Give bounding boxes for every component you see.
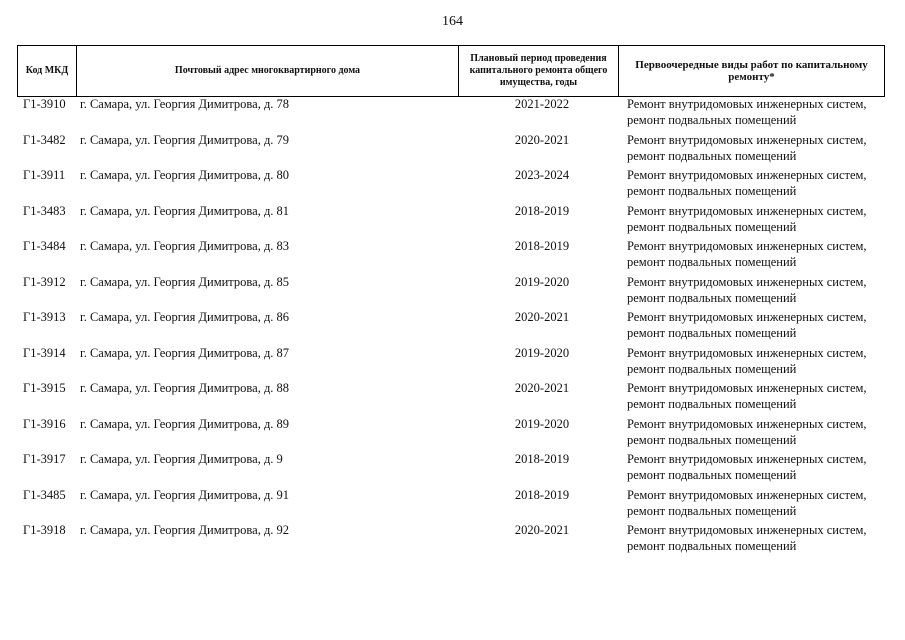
- repair-works: Ремонт внутридомовых инженерных систем, ремонт подвальных помещений: [627, 487, 867, 518]
- mkd-code: Г1-3918: [23, 523, 66, 537]
- mkd-code: Г1-3910: [23, 97, 66, 111]
- repair-period: 2019-2020: [514, 274, 570, 289]
- mkd-code: Г1-3916: [23, 416, 66, 431]
- mkd-code: Г1-3913: [23, 310, 66, 324]
- header-works: Первоочередные виды работ по капитальному ремонту*: [619, 46, 885, 96]
- table-row: [17, 309, 885, 345]
- mkd-address: г. Самара, ул. Георгия Димитрова, д. 78: [80, 97, 290, 111]
- table-body: [17, 96, 885, 558]
- repair-period: 2020-2021: [514, 381, 570, 395]
- repair-period: 2018-2019: [514, 452, 570, 466]
- header-period: Плановый период проведения капитального ремонта общего имущества, годы: [459, 46, 619, 96]
- repair-works: Ремонт внутридомовых инженерных систем, ремонт подвальных помещений: [627, 452, 867, 482]
- repair-period: 2020-2021: [514, 310, 570, 324]
- mkd-address: г. Самара, ул. Георгия Димитрова, д. 92: [80, 523, 290, 537]
- table-row: [17, 416, 885, 452]
- repair-works: Ремонт внутридомовых инженерных систем, ремонт подвальных помещений: [627, 416, 867, 447]
- repair-works: Ремонт внутридомовых инженерных систем, ремонт подвальных помещений: [627, 381, 867, 411]
- table-row: [17, 238, 885, 274]
- mkd-code: Г1-3914: [23, 345, 66, 360]
- repair-works: Ремонт внутридомовых инженерных систем, ремонт подвальных помещений: [627, 310, 867, 340]
- table-row: [17, 274, 885, 310]
- mkd-code: Г1-3912: [23, 274, 66, 289]
- mkd-address: г. Самара, ул. Георгия Димитрова, д. 80: [80, 168, 290, 182]
- mkd-code: Г1-3485: [23, 487, 66, 502]
- mkd-code: Г1-3482: [23, 132, 66, 147]
- table-row: [17, 451, 885, 487]
- repair-works: Ремонт внутридомовых инженерных систем, ремонт подвальных помещений: [627, 239, 867, 269]
- repair-period: 2019-2020: [514, 345, 570, 360]
- table-row: [17, 132, 885, 168]
- repair-period: 2023-2024: [514, 168, 570, 182]
- mkd-address: г. Самара, ул. Георгия Димитрова, д. 9: [80, 452, 283, 466]
- repair-works: Ремонт внутридомовых инженерных систем, ремонт подвальных помещений: [627, 168, 867, 198]
- table-row: [17, 487, 885, 523]
- mkd-code: Г1-3483: [23, 203, 66, 218]
- repair-works: Ремонт внутридомовых инженерных систем, ремонт подвальных помещений: [627, 97, 867, 127]
- table-row: [17, 167, 885, 203]
- repair-period: 2020-2021: [514, 523, 570, 537]
- repair-period: 2021-2022: [514, 97, 570, 111]
- repair-works: Ремонт внутридомовых инженерных систем, ремонт подвальных помещений: [627, 523, 867, 553]
- mkd-address: г. Самара, ул. Георгия Димитрова, д. 85: [80, 274, 290, 289]
- repair-works: Ремонт внутридомовых инженерных систем, ремонт подвальных помещений: [627, 274, 867, 305]
- repair-period: 2018-2019: [514, 239, 570, 253]
- table-row: [17, 380, 885, 416]
- mkd-code: Г1-3911: [23, 168, 66, 182]
- mkd-address: г. Самара, ул. Георгия Димитрова, д. 79: [80, 132, 290, 147]
- repair-works: Ремонт внутридомовых инженерных систем, ремонт подвальных помещений: [627, 203, 867, 234]
- repair-works: Ремонт внутридомовых инженерных систем, ремонт подвальных помещений: [627, 132, 867, 163]
- repair-works: Ремонт внутридомовых инженерных систем, ремонт подвальных помещений: [627, 345, 867, 376]
- mkd-address: г. Самара, ул. Георгия Димитрова, д. 89: [80, 416, 290, 431]
- mkd-code: Г1-3917: [23, 452, 66, 466]
- table-header: [17, 45, 885, 97]
- mkd-address: г. Самара, ул. Георгия Димитрова, д. 91: [80, 487, 290, 502]
- repair-period: 2020-2021: [514, 132, 570, 147]
- header-code: Код МКД: [17, 46, 77, 96]
- table-row: [17, 522, 885, 558]
- header-address: Почтовый адрес многоквартирного дома: [77, 46, 459, 96]
- repair-period: 2018-2019: [514, 487, 570, 502]
- mkd-address: г. Самара, ул. Георгия Димитрова, д. 81: [80, 203, 290, 218]
- mkd-address: г. Самара, ул. Георгия Димитрова, д. 87: [80, 345, 290, 360]
- mkd-address: г. Самара, ул. Георгия Димитрова, д. 88: [80, 381, 290, 395]
- table-row: [17, 96, 885, 132]
- mkd-address: г. Самара, ул. Георгия Димитрова, д. 86: [80, 310, 290, 324]
- table-row: [17, 345, 885, 381]
- repair-period: 2019-2020: [514, 416, 570, 431]
- mkd-address: г. Самара, ул. Георгия Димитрова, д. 83: [80, 239, 290, 253]
- page-number: 164: [442, 14, 463, 29]
- table-row: [17, 203, 885, 239]
- mkd-code: Г1-3484: [23, 239, 66, 253]
- mkd-code: Г1-3915: [23, 381, 66, 395]
- repair-period: 2018-2019: [514, 203, 570, 218]
